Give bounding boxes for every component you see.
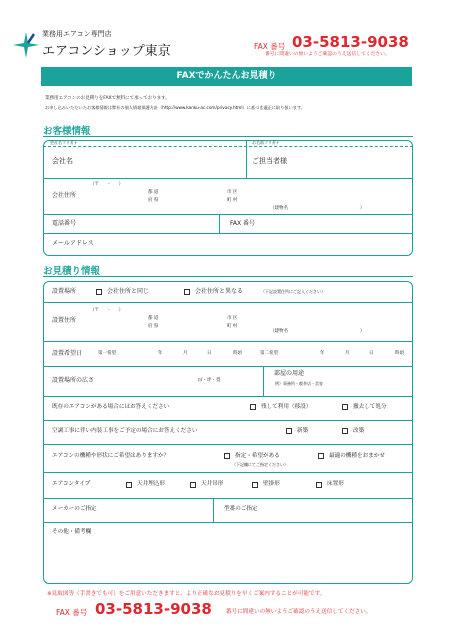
title-banner <box>41 67 412 86</box>
install-shiku: 市 区 <box>227 316 238 321</box>
est-divider-2 <box>43 341 413 342</box>
footer-fax-note: 番号に間違いの無いようご確認のうえ送信してください。 <box>226 609 372 615</box>
footer-note: ※見取図等（手書きでも可）をご用意いただきますと、より正確なお見積りを早くご案内することが可能です。 <box>47 591 326 597</box>
first-day[interactable]: 日 <box>207 351 212 356</box>
best-model-checkbox[interactable] <box>318 453 324 459</box>
est-divider-7 <box>43 472 413 473</box>
specified-checkbox[interactable] <box>224 453 230 459</box>
header-fax-number: 03-5813-9038 <box>292 33 409 51</box>
company-todo: 都 道 <box>148 190 159 195</box>
different-address-label: 会社住所と異なる <box>195 288 244 295</box>
size-label: 設置場所の広さ <box>52 377 95 384</box>
model-number-field[interactable]: 型番のご指定 <box>224 506 258 512</box>
install-postal-field[interactable]: （〒 - ） <box>90 308 124 313</box>
email-field[interactable]: メールアドレス <box>52 240 94 247</box>
type-wall-checkbox[interactable] <box>252 482 258 488</box>
construction-question: 空調工事に伴い内装工事をご予定の場合にお答えください <box>52 428 198 434</box>
specified-label: 指定・希望がある <box>235 453 280 459</box>
new-build-label: 新築 <box>297 428 309 434</box>
row-divider-1 <box>43 178 413 179</box>
second-day[interactable]: 日 <box>369 351 374 356</box>
est-divider-5 <box>43 420 413 421</box>
type-ceiling-cassette-checkbox[interactable] <box>126 482 132 488</box>
est-divider-3 <box>43 366 413 367</box>
new-build-checkbox[interactable] <box>286 428 292 434</box>
place-label: 設置場所 <box>52 288 77 295</box>
type-floor-label: 床置形 <box>327 481 344 487</box>
maker-field[interactable]: メーカーのご指定 <box>52 506 97 512</box>
company-address-label: 会社住所 <box>52 192 77 199</box>
first-time[interactable]: 時頃 <box>233 351 242 356</box>
company-building-field[interactable]: （建物名 ） <box>270 206 365 211</box>
est-divider-4 <box>43 396 413 397</box>
model-question: エアコンの機種や形状にご希望はありますか？ <box>52 453 170 459</box>
company-name: エアコンショップ東京 <box>42 44 171 59</box>
person-kana-label: お名前フリガナ <box>252 140 280 145</box>
type-ceiling-suspended-label: 天井吊形 <box>201 481 224 487</box>
dispose-label: 撤去して処分 <box>353 404 387 410</box>
date-label: 設置希望日 <box>52 350 83 357</box>
first-month[interactable]: 月 <box>183 351 188 356</box>
type-floor-checkbox[interactable] <box>316 482 322 488</box>
company-logo-icon <box>12 30 40 60</box>
type-ceiling-suspended-checkbox[interactable] <box>190 482 196 488</box>
best-model-label: 最適の機種をおまかせ <box>329 453 385 459</box>
phone-column-divider <box>219 214 220 233</box>
company-postal-field[interactable]: （〒 - ） <box>90 182 124 187</box>
row-divider-2 <box>43 214 413 215</box>
est-divider-8 <box>43 498 413 499</box>
est-divider-9 <box>43 522 413 523</box>
type-label: エアコンタイプ <box>52 481 91 487</box>
first-year[interactable]: 年 <box>158 351 163 356</box>
install-todo: 都 道 <box>148 316 159 321</box>
header-fax-label: FAX 番号 <box>254 42 286 51</box>
phone-field[interactable]: 電話番号 <box>52 220 77 227</box>
banner-title: FAXでかんたんお見積り <box>176 71 277 81</box>
company-fuken: 府 県 <box>148 198 159 203</box>
customer-section-title: お客様情報 <box>43 126 91 137</box>
estimate-section-rule <box>43 276 413 277</box>
second-year[interactable]: 年 <box>320 351 325 356</box>
usage-label: 部屋の用途 <box>274 370 305 377</box>
header-fax-note: 番号に間違いの無いようご確認のうえ送信してください。 <box>265 52 390 57</box>
footer-fax-label: FAX 番号 <box>56 608 88 617</box>
fax-field[interactable]: FAX 番号 <box>230 220 256 227</box>
footer-fax-number: 03-5813-9038 <box>95 600 212 618</box>
dispose-checkbox[interactable] <box>342 404 348 410</box>
company-name-field[interactable]: 会社名 <box>52 157 73 165</box>
keep-checkbox[interactable] <box>250 404 256 410</box>
install-building-field[interactable]: （建物名 ） <box>270 329 365 334</box>
intro-line-1: 業務用エアコンのお見積りをFAXで無料にて承っております。 <box>45 96 170 101</box>
size-usage-divider <box>263 366 264 396</box>
estimate-section-title: お見積り情報 <box>43 266 101 277</box>
specified-note: （下記欄にてご指定ください） <box>232 462 288 467</box>
same-address-checkbox[interactable] <box>96 289 102 295</box>
different-address-note: （下記設置住所にご記入ください） <box>261 289 325 294</box>
install-chouson: 町 村 <box>227 324 238 329</box>
customer-section-rule <box>43 136 413 137</box>
remarks-field[interactable]: その他・備考欄 <box>52 529 92 535</box>
install-fuken: 府 県 <box>148 324 159 329</box>
renovation-checkbox[interactable] <box>342 428 348 434</box>
size-unit[interactable]: ㎡・坪・畳 <box>198 378 221 383</box>
existing-question: 既存のエアコンがある場合にはお答えください <box>52 404 170 410</box>
second-choice-label: 第二希望 <box>260 351 278 356</box>
maker-model-divider <box>213 498 214 522</box>
second-time[interactable]: 時頃 <box>395 351 404 356</box>
renovation-label: 改築 <box>353 428 365 434</box>
type-ceiling-cassette-label: 天井埋込形 <box>137 481 165 487</box>
keep-label: 残して利用（移設） <box>261 404 312 410</box>
install-address-label: 設置住所 <box>52 317 77 324</box>
same-address-label: 会社住所と同じ <box>107 288 150 295</box>
different-address-checkbox[interactable] <box>184 289 190 295</box>
person-name-field[interactable]: ご担当者様 <box>252 157 287 165</box>
company-kana-label: 会社名フリガナ <box>50 140 78 145</box>
row-divider-3 <box>43 233 413 234</box>
intro-line-2: お申し込みいただいたお客様情報は弊社の個人情報保護方針（http://www.kanku-ac.com/privacy.html）に基づき適正に取り扱います。 <box>45 105 306 110</box>
first-choice-label: 第一希望 <box>98 351 116 356</box>
furigana-divider <box>43 146 413 147</box>
company-subtitle: 業務用エアコン専門店 <box>42 30 112 38</box>
company-shiku: 市 区 <box>227 190 238 195</box>
company-chouson: 町 村 <box>227 198 238 203</box>
est-divider-1 <box>43 302 413 303</box>
second-month[interactable]: 月 <box>345 351 350 356</box>
usage-example: 例）事務所・喫茶店・美容 <box>275 381 323 386</box>
type-wall-label: 壁掛形 <box>263 481 280 487</box>
name-column-divider <box>246 140 247 178</box>
est-divider-6 <box>43 444 413 445</box>
